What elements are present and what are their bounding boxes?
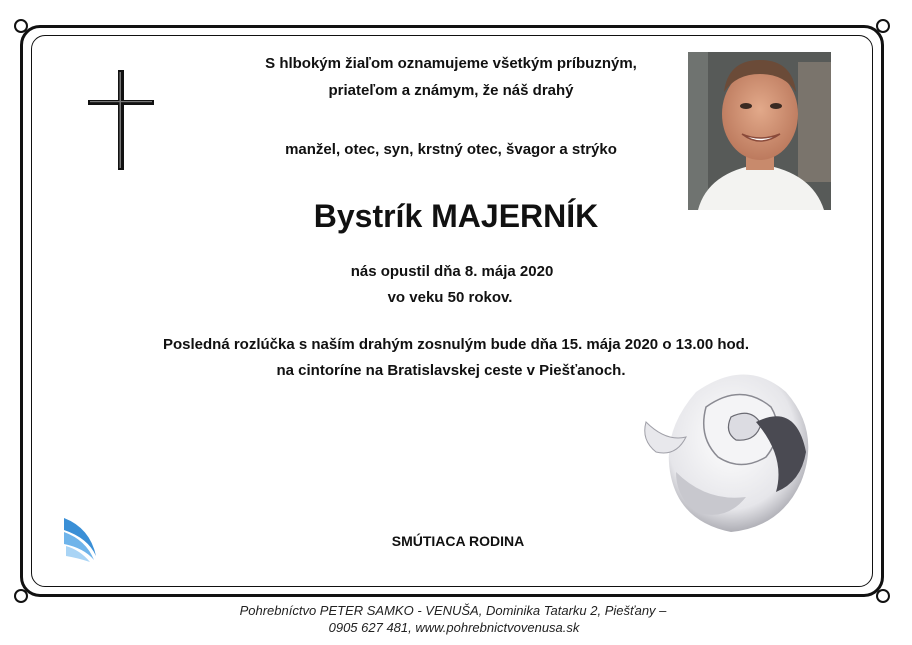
- corner-ornament-top-left: [14, 19, 28, 33]
- deceased-name: Bystrík MAJERNÍK: [313, 198, 599, 234]
- footer-line-1: Pohrebníctvo PETER SAMKO - VENUŠA, Dominika Tatarku 2, Piešťany –: [239, 603, 667, 618]
- intro-line-2: priateľom a známym, že náš drahý: [328, 82, 574, 99]
- footer-line-2: 0905 627 481, www.pohrebnictvovenusa.sk: [328, 620, 580, 635]
- funeral-line-1: Posledná rozlúčka s naším drahým zosnulým bude dňa 15. mája 2020 o 13.00 hod.: [162, 336, 750, 353]
- blue-flame-logo-icon: [60, 516, 100, 564]
- corner-ornament-bottom-left: [14, 589, 28, 603]
- portrait-figure: [688, 52, 831, 210]
- death-date-line: nás opustil dňa 8. mája 2020: [350, 263, 554, 280]
- age-line: vo veku 50 rokov.: [387, 289, 513, 306]
- signature: SMÚTIACA RODINA: [391, 533, 525, 549]
- relations-line: manžel, otec, syn, krstný otec, švagor a strýko: [285, 141, 617, 158]
- white-rose-icon: [636, 362, 826, 552]
- portrait-photo: [688, 52, 831, 210]
- intro-line-1: S hlbokým žiaľom oznamujeme všetkým príbuzným,: [265, 55, 637, 72]
- corner-ornament-top-right: [876, 19, 890, 33]
- corner-ornament-bottom-right: [876, 589, 890, 603]
- funeral-line-2: na cintoríne na Bratislavskej ceste v Piešťanoch.: [276, 362, 626, 379]
